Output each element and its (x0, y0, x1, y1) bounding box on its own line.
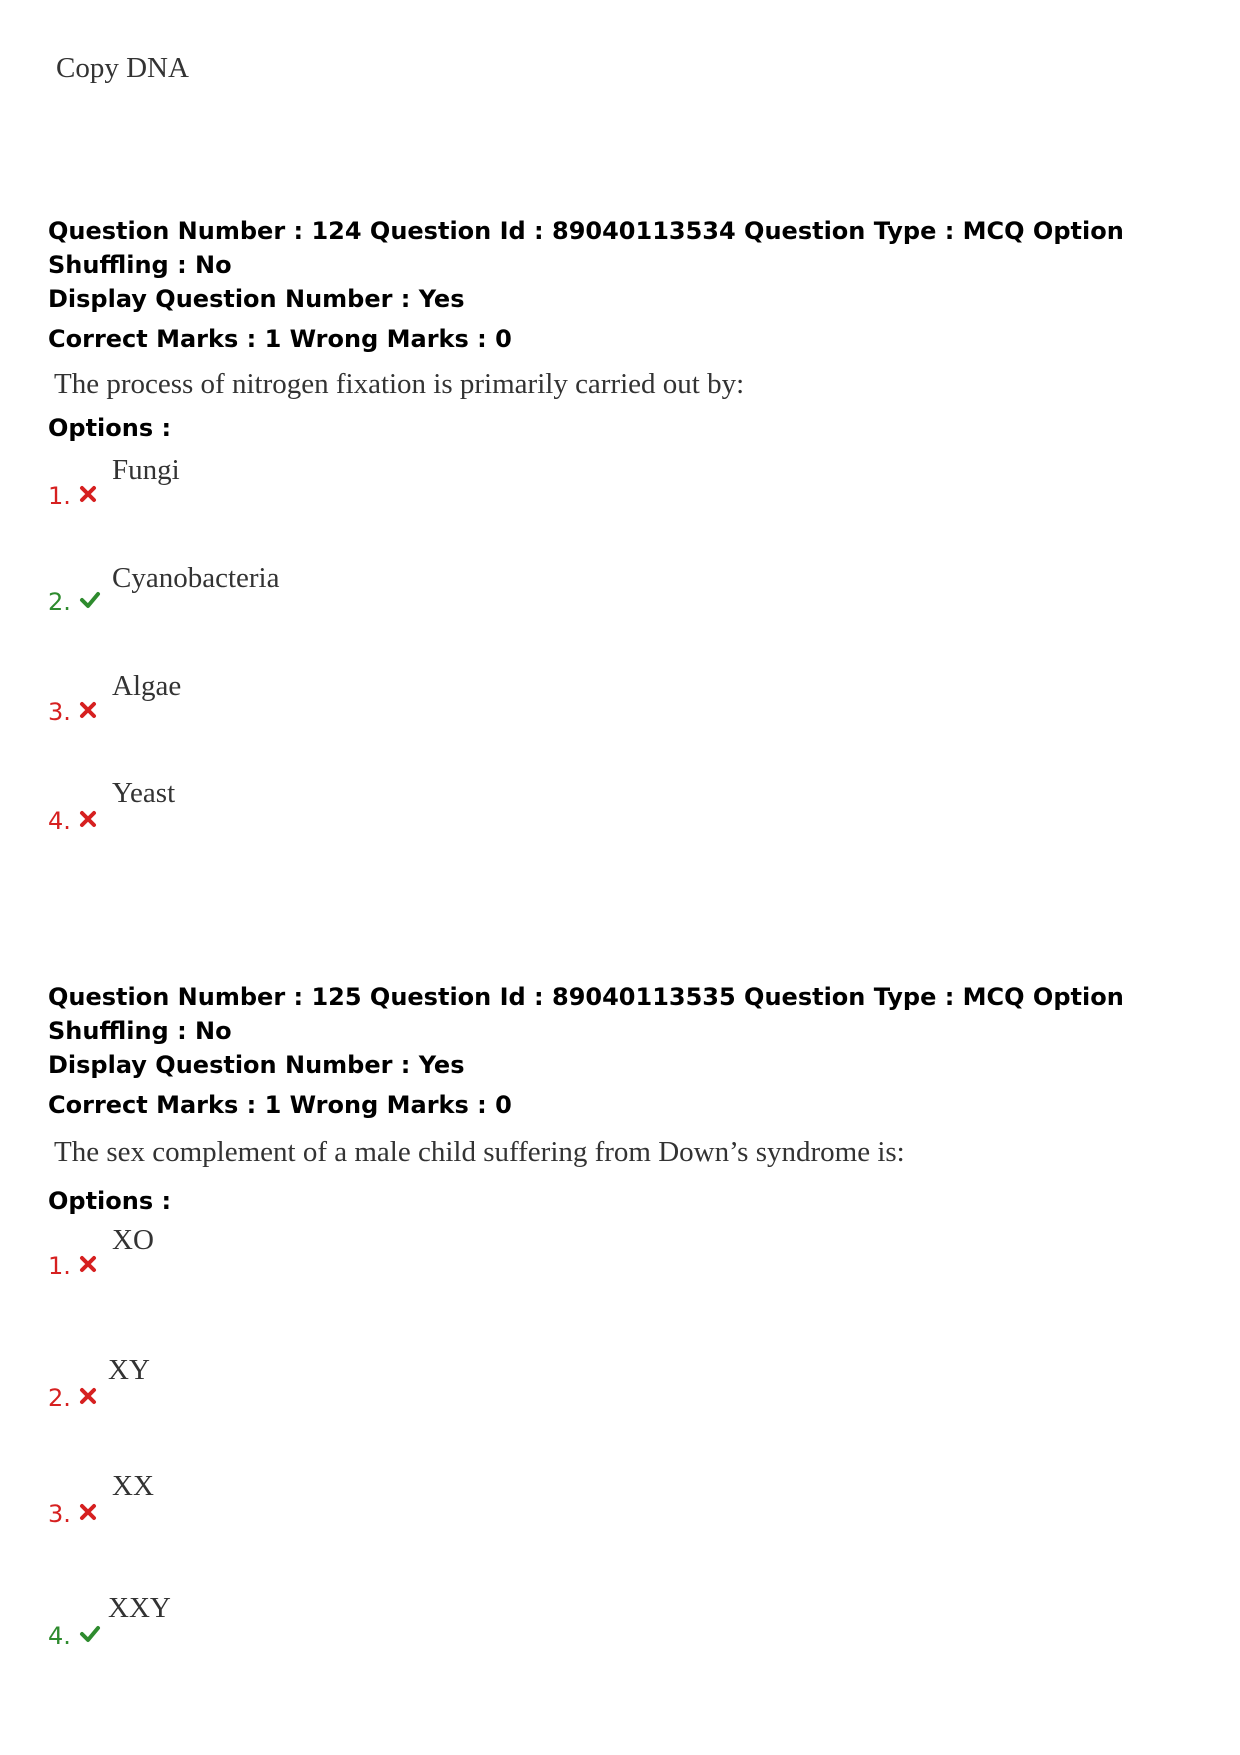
option-text: XXY (108, 1592, 171, 1624)
cross-icon (78, 484, 98, 504)
option-item (48, 1224, 648, 1304)
question-marks: Correct Marks : 1 Wrong Marks : 0 (48, 325, 512, 353)
question-block (48, 214, 1208, 835)
option-text: Cyanobacteria (112, 562, 280, 594)
option-number: 1. (48, 1252, 71, 1280)
option-item (48, 1592, 648, 1676)
question-display-line: Display Question Number : Yes (48, 285, 465, 313)
option-number: 3. (48, 1500, 71, 1528)
question-meta (48, 214, 1208, 356)
option-number: 1. (48, 482, 71, 510)
check-icon (78, 1624, 102, 1644)
check-icon (78, 590, 102, 610)
cross-icon (78, 1254, 98, 1274)
cross-icon (78, 700, 98, 720)
option-item (48, 1470, 648, 1552)
option-item (48, 562, 648, 638)
option-number: 2. (48, 1384, 71, 1412)
question-stem: The sex complement of a male child suffering from Down’s syndrome is: (54, 1136, 905, 1168)
option-text: XO (112, 1224, 154, 1256)
option-item (48, 1354, 648, 1436)
previous-answer-text: Copy DNA (56, 52, 189, 84)
question-meta (48, 980, 1208, 1122)
question-stem: The process of nitrogen fixation is primarily carried out by: (54, 368, 745, 400)
option-item (48, 670, 648, 748)
options-label: Options : (48, 1187, 172, 1215)
option-number: 3. (48, 698, 71, 726)
question-block (48, 980, 1208, 1650)
option-text: XY (108, 1354, 150, 1386)
question-meta-line: Question Number : 124 Question Id : 89040113534 Question Type : MCQ Option Shuffling : No (48, 217, 1124, 279)
options-list (48, 454, 648, 882)
option-number: 4. (48, 1622, 71, 1650)
option-text: XX (112, 1470, 154, 1502)
option-text: Fungi (112, 454, 180, 486)
option-number: 2. (48, 588, 71, 616)
question-marks: Correct Marks : 1 Wrong Marks : 0 (48, 1091, 512, 1119)
question-display-line: Display Question Number : Yes (48, 1051, 465, 1079)
options-list (48, 1224, 648, 1664)
cross-icon (78, 1386, 98, 1406)
cross-icon (78, 1502, 98, 1522)
question-meta-line: Question Number : 125 Question Id : 89040113535 Question Type : MCQ Option Shuffling : No (48, 983, 1124, 1045)
option-item (48, 777, 648, 857)
option-item (48, 454, 648, 532)
cross-icon (78, 809, 98, 829)
option-number: 4. (48, 807, 71, 835)
option-text: Algae (112, 670, 182, 702)
option-text: Yeast (112, 777, 176, 809)
options-label: Options : (48, 414, 172, 442)
